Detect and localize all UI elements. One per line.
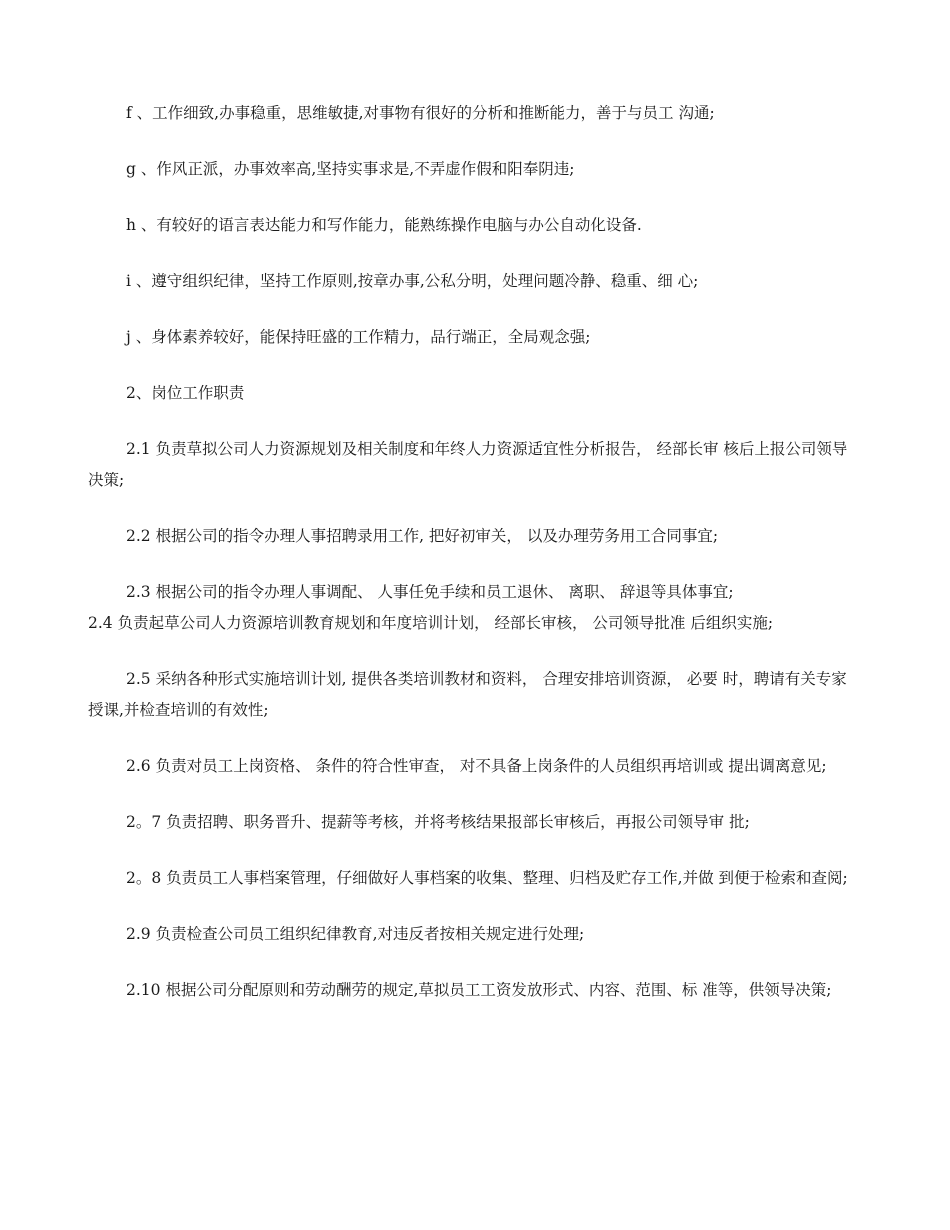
paragraph-2-3: 2.3 根据公司的指令办理人事调配、 人事任免手续和员工退休、 离职、 辞退等具体事宜; [126,583,734,601]
paragraph-2-7: 2。7 负责招聘、职务晋升、提薪等考核，并将考核结果报部长审核后，再报公司领导审 批; [126,813,750,831]
document-body [88,98,860,1031]
paragraph-2-4: 2.4 负责起草公司人力资源培训教育规划和年度培训计划， 经部长审核， 公司领导批准 后组织实施; [88,614,774,632]
paragraph-i: i 、遵守组织纪律，坚持工作原则,按章办事,公私分明，处理问题冷静、稳重、细 心; [126,272,699,290]
paragraph-h: h 、有较好的语言表达能力和写作能力，能熟练操作电脑与办公自动化设备. [126,216,642,234]
paragraph-2-1: 2.1 负责草拟公司人力资源规划及相关制度和年终人力资源适宜性分析报告， 经部长审 核后上报公司领导决策; [88,440,848,489]
paragraph-f: f 、工作细致,办事稳重，思维敏捷,对事物有很好的分析和推断能力，善于与员工 沟通; [126,104,715,122]
paragraph-2-5: 2.5 采纳各种形式实施培训计划, 提供各类培训教材和资料， 合理安排培训资源， 必要 时，聘请有关专家授课,并检查培训的有效性; [88,670,847,719]
paragraph-2-6: 2.6 负责对员工上岗资格、 条件的符合性审查， 对不具备上岗条件的人员组织再培训或 提出调离意见; [126,757,827,775]
paragraph-2-10: 2.10 根据公司分配原则和劳动酬劳的规定,草拟员工工资发放形式、内容、范围、标 准等，供领导决策; [126,981,832,999]
paragraph-g: g 、作风正派，办事效率高,坚持实事求是,不弄虚作假和阳奉阴违; [126,160,575,178]
paragraph-2-8: 2。8 负责员工人事档案管理，仔细做好人事档案的收集、整理、归档及贮存工作,并做 到便于检索和查阅; [126,869,848,887]
section-heading-2: 2、岗位工作职责 [126,384,245,402]
paragraph-2-9: 2.9 负责检查公司员工组织纪律教育,对违反者按相关规定进行处理; [126,925,585,943]
paragraph-2-2: 2.2 根据公司的指令办理人事招聘录用工作, 把好初审关， 以及办理劳务用工合同事宜; [126,527,719,545]
paragraph-j: j 、身体素养较好，能保持旺盛的工作精力，品行端正，全局观念强; [126,328,591,346]
